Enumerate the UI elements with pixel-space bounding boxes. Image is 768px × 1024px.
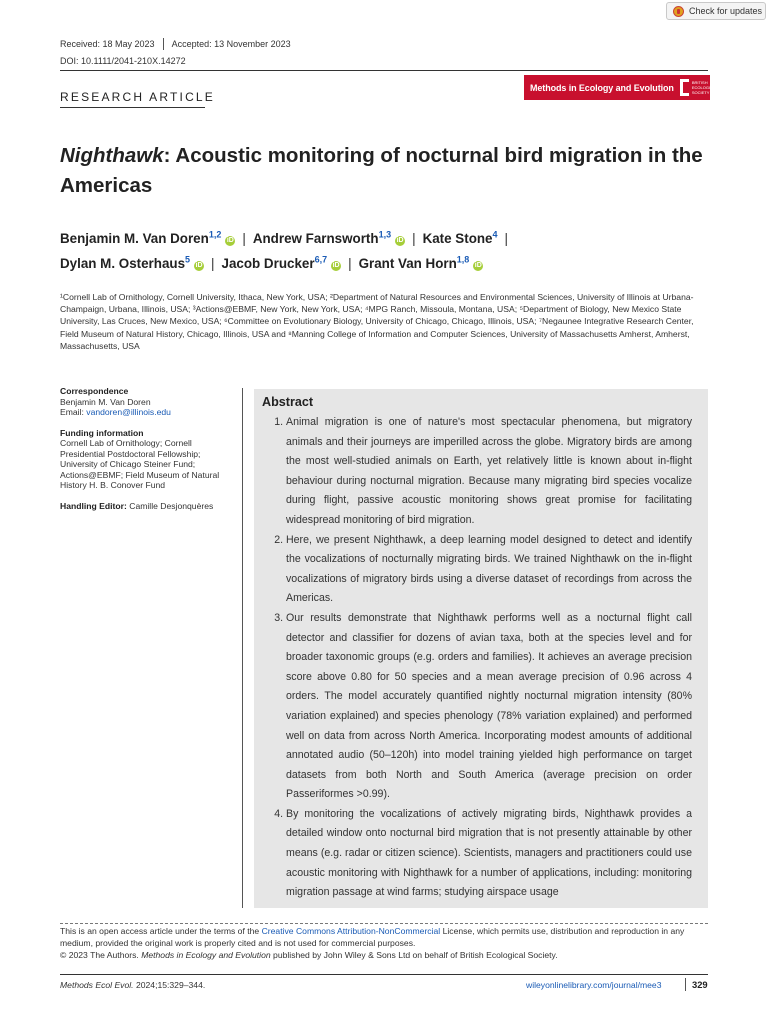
orcid-icon[interactable]: iD xyxy=(195,262,203,269)
society-logo xyxy=(680,79,722,96)
article-info-sidebar xyxy=(60,386,238,521)
email-link[interactable]: vandoren@illinois.edu xyxy=(86,407,171,417)
title-italic: Nighthawk xyxy=(60,144,164,167)
abstract-box xyxy=(254,389,708,908)
handling-editor-heading: Handling Editor: xyxy=(60,500,127,511)
abstract-item: 1. Animal migration is one of nature's most spectacular phenomena, but migratory animals and their journeys are imperilled across the globe. Migratory birds are among the most well-studied animals on Earth, yet relatively little is known about in-flight behaviour during nocturnal migration. Because many migrating bird species vocalize during flight, passive acoustic monitoring shows great promise for facilitating widespread monitoring of bird migration. xyxy=(286,413,692,531)
journal-logo[interactable] xyxy=(524,75,718,100)
copyright: © 2023 The Authors. Methods in Ecology and Evolution published by John Wiley & Sons Ltd on behalf of British Ecological Society. xyxy=(60,949,558,960)
author[interactable]: Benjamin M. Van Doren$^{1,2}$iD xyxy=(60,229,234,246)
article-dates xyxy=(60,38,291,50)
date-divider xyxy=(163,38,164,50)
license-divider xyxy=(60,923,708,924)
author[interactable]: Andrew Farnsworth$^{1,3}$iD xyxy=(252,229,404,246)
received-date: Received: 18 May 2023 xyxy=(60,39,155,49)
article-type-underline xyxy=(60,107,205,108)
correspondence-name: Benjamin M. Van Doren xyxy=(60,396,151,407)
orcid-icon[interactable]: iD xyxy=(474,262,482,269)
check-for-updates-button[interactable] xyxy=(666,2,766,20)
journal-name: Methods in Ecology and Evolution xyxy=(530,82,674,93)
title-rest: : Acoustic monitoring of nocturnal bird migration in the Americas xyxy=(60,144,703,197)
correspondence-email: Email: vandoren@illinois.edu xyxy=(60,407,171,417)
funding-text: Cornell Lab of Ornithology; Cornell Presidential Postdoctoral Fellowship; University of Chicago Steiner Fund; Actions@EBMF; Field Museum of Natural History H. B. Conover Fund xyxy=(60,438,220,490)
article-title xyxy=(60,141,720,201)
author[interactable]: Grant Van Horn$^{1,8}$iD xyxy=(358,254,482,271)
license-note: This is an open access article under the terms of the Creative Commons Attribution-NonCommercial License, which permits use, distribution and reproduction in any medium, provided the original work is properly cited and is not used for commercial purposes. © 2023 The Authors. Methods in Ecology and Evolution published by John Wiley & Sons Ltd on behalf of British Ecological Society. xyxy=(60,926,710,961)
correspondence-heading: Correspondence xyxy=(60,386,129,396)
crossmark-icon xyxy=(673,6,684,17)
funding-heading: Funding information xyxy=(60,427,144,438)
check-for-updates-label: Check for updates xyxy=(689,6,763,16)
journal-url-link[interactable]: wileyonlinelibrary.com/journal/mee3 xyxy=(526,980,662,990)
abstract-item: 2. Here, we present Nighthawk, a deep learning model designed to detect and identify the vocalizations of nocturnally migrating birds. We trained Nighthawk on the in-flight vocalizations of migratory birds using a diverse dataset of recordings from across the Americas. xyxy=(286,531,692,609)
citation: Methods Ecol Evol. 2024;15:329–344. xyxy=(60,980,206,990)
page-divider xyxy=(685,978,686,991)
accepted-date: Accepted: 13 November 2023 xyxy=(171,39,291,49)
header-divider xyxy=(60,70,708,71)
handling-editor-name: Camille Desjonquères xyxy=(126,500,214,511)
author[interactable]: Dylan M. Osterhaus$^5$iD xyxy=(60,254,203,271)
author[interactable]: Kate Stone$^4$ xyxy=(422,229,498,246)
society-mark-icon xyxy=(680,79,689,96)
orcid-icon[interactable]: iD xyxy=(226,237,234,244)
author[interactable]: Jacob Drucker$^{6,7}$iD xyxy=(221,254,340,271)
abstract-item: 4. By monitoring the vocalizations of actively migrating birds, Nighthawk provides a detailed window onto nocturnal bird migration that is not presently attainable by other means (e.g. radar or citizen science). Scientists, managers and practitioners could use acoustic monitoring with Nighthawk for a number of applications, including: monitoring migration passage at wind farms; studying airspace usage xyxy=(286,805,692,903)
abstract-item: 3. Our results demonstrate that Nighthawk performs well as a nocturnal flight call detector and classifier for dozens of avian taxa, both at the species level and for broader taxonomic groups (e.g. orders and families). It achieves an average precision score above 0.80 for 50 species and a mean average precision of 0.96 across 4 orders. The model accurately quantified nightly nocturnal migration intensity (80% variation explained) and species phenology (78% variation explained) and performed well on data from across North America. Incorporating modest amounts of additional annotated audio (50–120h) into model training yielded high performance on target datasets from both North and South America (average precision on order Passeriformes >0.99). xyxy=(286,609,692,805)
abstract-divider xyxy=(242,388,243,908)
society-name: BRITISH ECOLOGICAL SOCIETY xyxy=(691,80,718,95)
footer-divider xyxy=(60,974,708,975)
author-list: Benjamin M. Van Doren$^{1,2}$iD | Andrew Farnsworth$^{1,3}$iD | Kate Stone$^4$ | Dylan M. Osterhaus$^5$iD | Jacob Drucker$^{6,7}$iD | Grant Van Horn$^{1,8}$iD xyxy=(60,229,509,271)
abstract-heading: Abstract xyxy=(262,395,314,409)
affiliations: ¹Cornell Lab of Ornithology, Cornell University, Ithaca, New York, USA; ²Department of Natural Resources and Environmental Sciences, University of Illinois at Urbana-Champaign, Urbana, Illinois, USA; ³Actions@EBMF, New York, New York, USA; ⁴MPG Ranch, Missoula, Montana, USA; ⁵Department of Biology, New Mexico State University, Las Cruces, New Mexico, USA; ⁶Committee on Evolutionary Biology, University of Chicago, Chicago, Illinois, USA; ⁷Negaunee Integrative Research Center, Field Museum of Natural History, Chicago, Illinois, USA and ⁸Manning College of Information and Computer Sciences, University of Massachusetts Amherst, Amherst, Massachusetts, USA xyxy=(60,292,694,351)
orcid-icon[interactable]: iD xyxy=(332,262,340,269)
cc-license-link[interactable]: Creative Commons Attribution-NonCommercial xyxy=(261,926,441,936)
doi[interactable]: DOI: 10.1111/2041-210X.14272 xyxy=(60,56,186,66)
orcid-icon[interactable]: iD xyxy=(396,237,404,244)
page-number: 329 xyxy=(692,979,708,990)
article-type: RESEARCH ARTICLE xyxy=(60,90,216,104)
abstract-list xyxy=(262,413,692,903)
